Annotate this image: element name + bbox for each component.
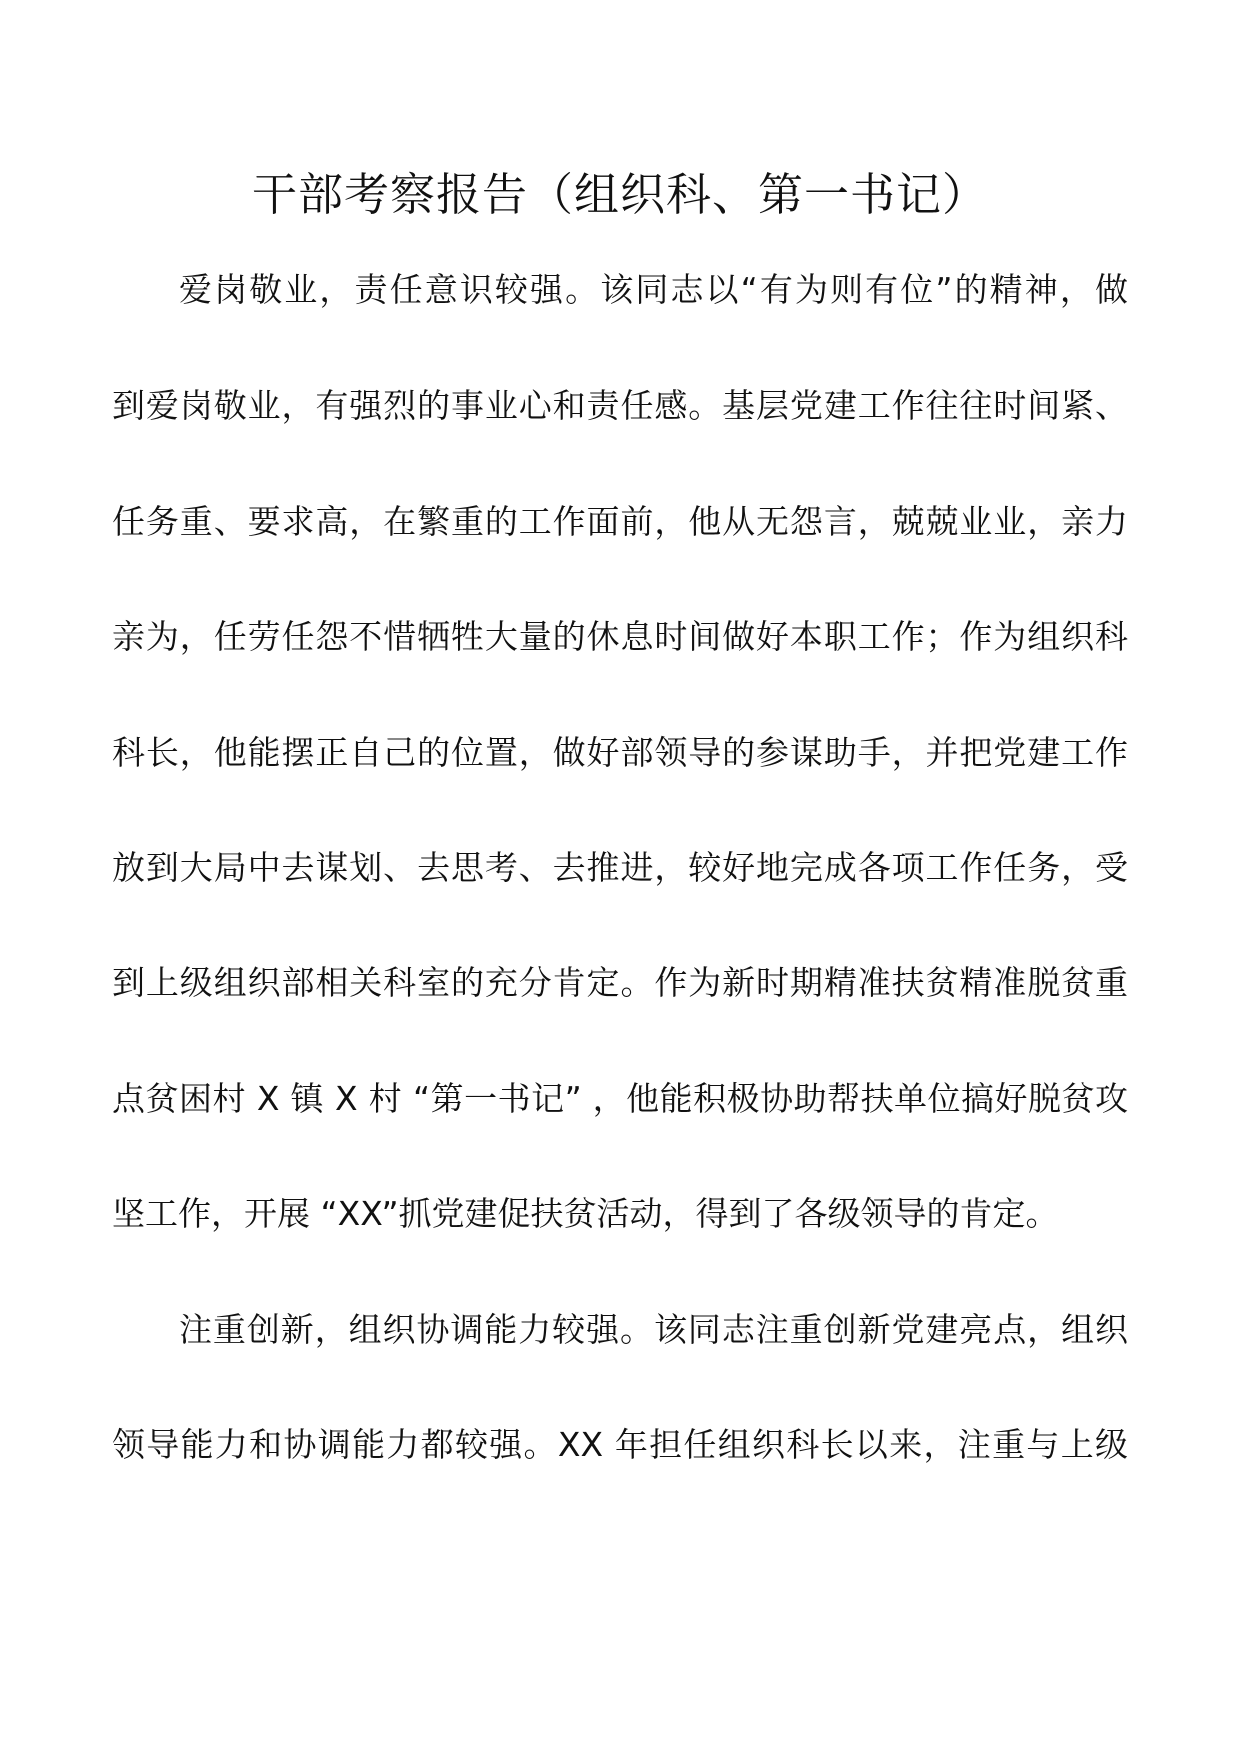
- paragraph-1-line-2: 到爱岗敬业，有强烈的事业心和责任感。基层党建工作往往时间紧、: [112, 386, 1128, 425]
- document-title: 干部考察报告（组织科、第一书记）: [251, 168, 988, 221]
- paragraph-2-line-1: 注重创新，组织协调能力较强。该同志注重创新党建亮点，组织: [179, 1310, 1128, 1349]
- paragraph-1-line-5: 科长，他能摆正自己的位置，做好部领导的参谋助手，并把党建工作: [112, 733, 1128, 772]
- paragraph-1-line-4: 亲为，任劳任怨不惜牺牲大量的休息时间做好本职工作；作为组织科: [112, 617, 1128, 656]
- paragraph-1-line-9: 坚工作，开展 “XX”抓党建促扶贫活动，得到了各级领导的肯定。: [112, 1194, 1059, 1233]
- paragraph-1-line-8: 点贫困村 X 镇 X 村 “第一书记” ，他能积极协助帮扶单位搞好脱贫攻: [112, 1079, 1128, 1118]
- paragraph-1-line-6: 放到大局中去谋划、去思考、去推进，较好地完成各项工作任务，受: [112, 848, 1128, 887]
- paragraph-1-line-1: 爱岗敬业，责任意识较强。该同志以“有为则有位”的精神，做: [179, 270, 1128, 309]
- paragraph-1-line-7: 到上级组织部相关科室的充分肯定。作为新时期精准扶贫精准脱贫重: [112, 963, 1128, 1002]
- paragraph-2-line-2: 领导能力和协调能力都较强。XX 年担任组织科长以来，注重与上级: [112, 1425, 1128, 1464]
- paragraph-1-line-3: 任务重、要求高，在繁重的工作面前，他从无怨言，兢兢业业，亲力: [112, 502, 1128, 541]
